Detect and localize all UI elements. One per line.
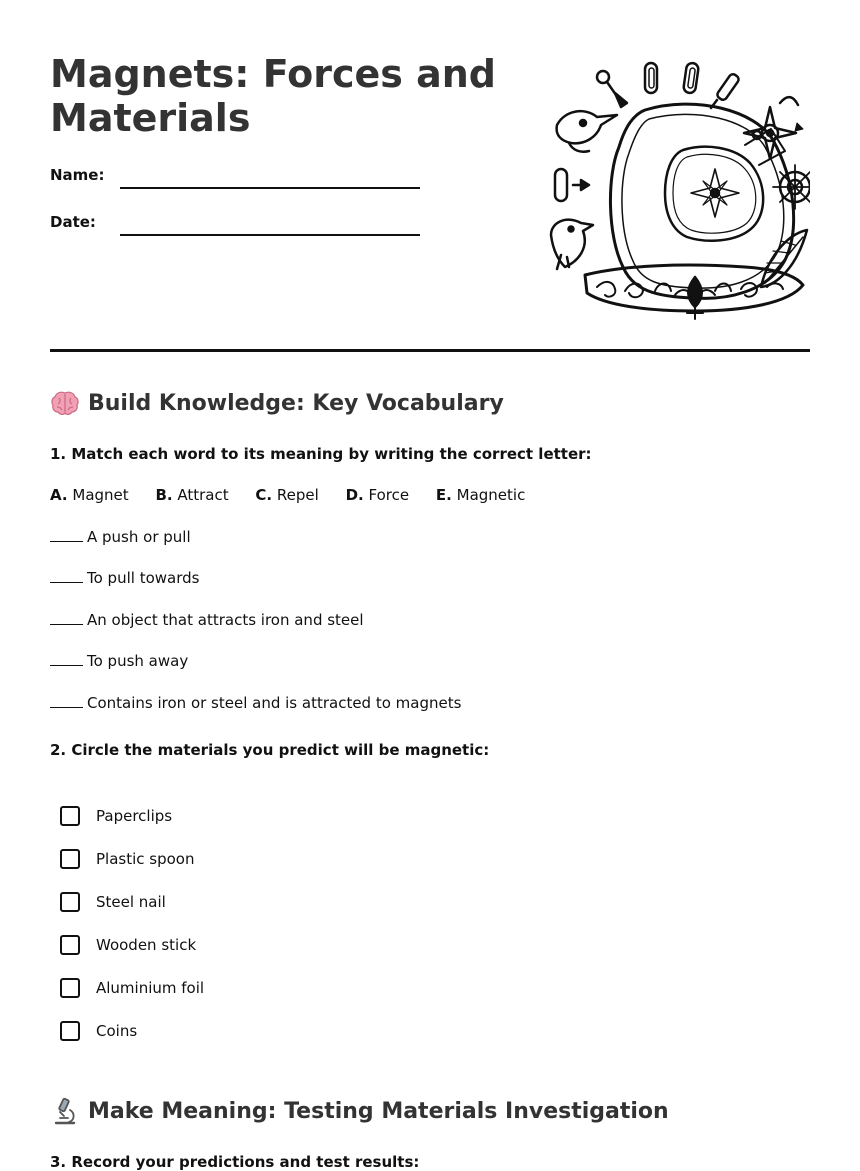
material-checkbox[interactable] bbox=[60, 806, 80, 826]
option-c: C. Repel bbox=[255, 486, 319, 504]
material-checkbox[interactable] bbox=[60, 849, 80, 869]
material-item[interactable] bbox=[60, 892, 166, 912]
name-field[interactable] bbox=[120, 187, 420, 189]
match-row bbox=[50, 694, 461, 712]
match-row bbox=[50, 528, 191, 546]
answer-blank[interactable] bbox=[50, 652, 83, 666]
option-d: D. Force bbox=[345, 486, 410, 504]
option-a: A. Magnet bbox=[50, 486, 129, 504]
answer-blank[interactable] bbox=[50, 611, 83, 625]
material-checkbox[interactable] bbox=[60, 935, 80, 955]
material-label: Steel nail bbox=[96, 893, 166, 911]
section-heading-text: Make Meaning: Testing Materials Investigation bbox=[88, 1098, 669, 1124]
date-field[interactable] bbox=[120, 234, 420, 236]
magnet-mirror-illustration-icon bbox=[545, 55, 810, 325]
definition-text: To pull towards bbox=[87, 569, 200, 587]
vocabulary-options bbox=[50, 486, 547, 504]
match-row bbox=[50, 652, 188, 670]
page-title: Magnets: Forces and Materials bbox=[50, 52, 496, 140]
section-heading-build-knowledge bbox=[50, 388, 504, 418]
option-b: B. Attract bbox=[155, 486, 229, 504]
question-2-prompt: 2. Circle the materials you predict will be magnetic: bbox=[50, 741, 490, 759]
section-heading-text: Build Knowledge: Key Vocabulary bbox=[88, 390, 504, 416]
material-item[interactable] bbox=[60, 978, 204, 998]
material-item[interactable] bbox=[60, 849, 194, 869]
name-label: Name: bbox=[50, 166, 105, 184]
definition-text: To push away bbox=[87, 652, 189, 670]
definition-text: A push or pull bbox=[87, 528, 191, 546]
material-label: Coins bbox=[96, 1022, 138, 1040]
material-label: Plastic spoon bbox=[96, 850, 195, 868]
material-item[interactable] bbox=[60, 806, 172, 826]
material-checkbox[interactable] bbox=[60, 978, 80, 998]
section-heading-make-meaning bbox=[50, 1096, 669, 1126]
question-1-prompt: 1. Match each word to its meaning by writing the correct letter: bbox=[50, 445, 592, 463]
date-label: Date: bbox=[50, 213, 96, 231]
match-row bbox=[50, 569, 199, 587]
header-divider bbox=[50, 349, 810, 352]
material-label: Aluminium foil bbox=[96, 979, 205, 997]
answer-blank[interactable] bbox=[50, 694, 83, 708]
question-3-prompt: 3. Record your predictions and test results: bbox=[50, 1153, 420, 1171]
option-e: E. Magnetic bbox=[435, 486, 526, 504]
material-checkbox[interactable] bbox=[60, 1021, 80, 1041]
material-item[interactable] bbox=[60, 1021, 137, 1041]
match-row bbox=[50, 611, 364, 629]
microscope-icon bbox=[50, 1096, 80, 1126]
material-item[interactable] bbox=[60, 935, 196, 955]
definition-text: An object that attracts iron and steel bbox=[87, 611, 364, 629]
answer-blank[interactable] bbox=[50, 528, 83, 542]
material-label: Wooden stick bbox=[96, 936, 197, 954]
brain-icon bbox=[50, 388, 80, 418]
material-label: Paperclips bbox=[96, 807, 173, 825]
answer-blank[interactable] bbox=[50, 569, 83, 583]
definition-text: Contains iron or steel and is attracted to magnets bbox=[87, 694, 462, 712]
material-checkbox[interactable] bbox=[60, 892, 80, 912]
